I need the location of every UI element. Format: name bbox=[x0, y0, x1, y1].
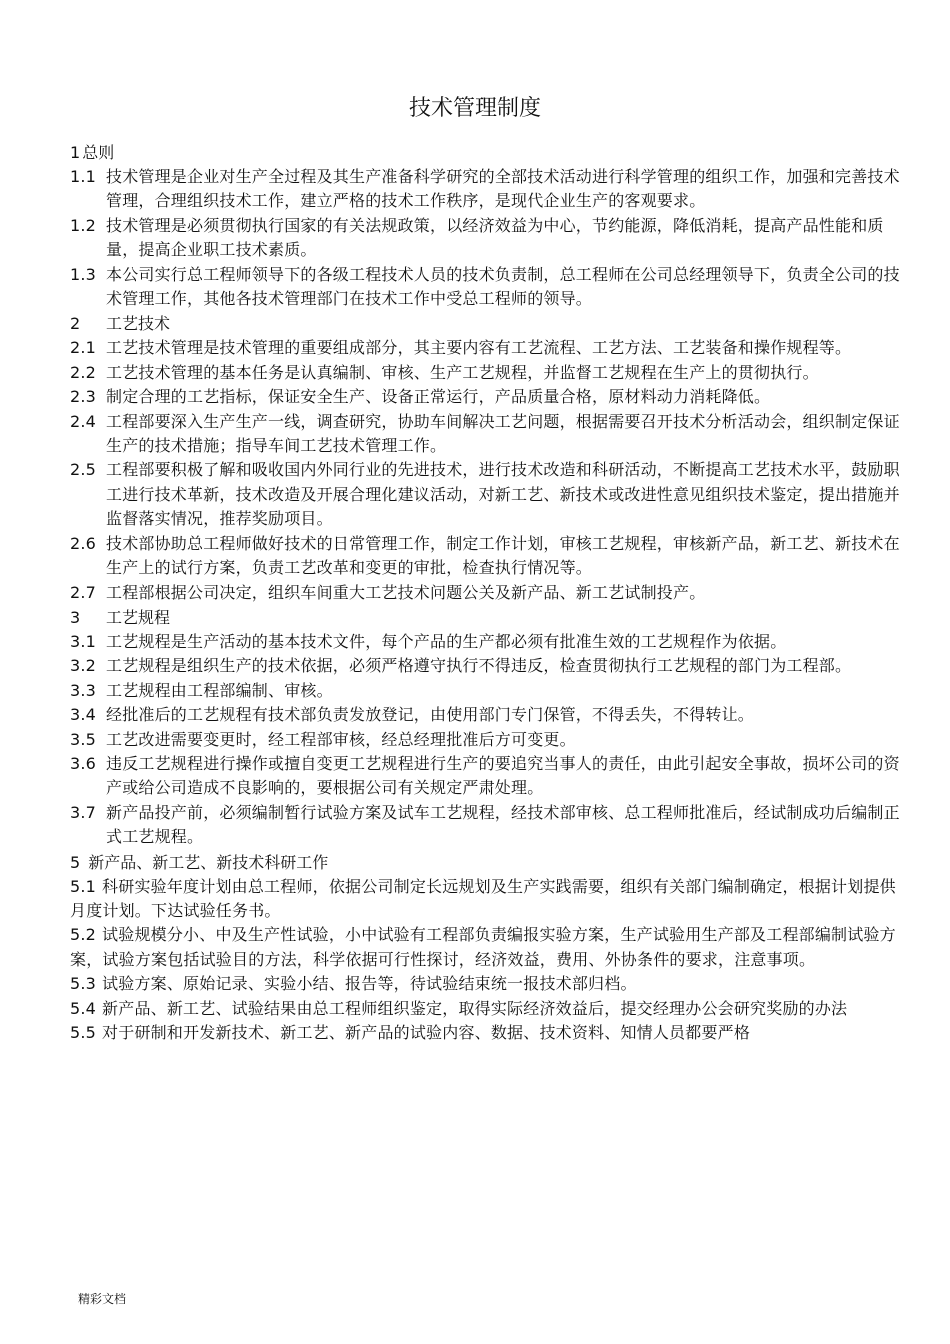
clause-text: 制定合理的工艺指标，保证安全生产、设备正常运行，产品质量合格，原材料动力消耗降低。 bbox=[106, 387, 771, 407]
section-heading-5 bbox=[70, 850, 900, 875]
clause-text: 本公司实行总工程师领导下的各级工程技术人员的技术负责制，总工程师在公司总经理领导下，负责全公司的技术管理工作，其他各技术管理部门在技术工作中受总工程师的领导。 bbox=[106, 264, 900, 309]
clause-text: 试验规模分小、中及生产性试验，小中试验有工程部负责编报实验方案，生产试验用生产部及工程部编制试验方案，试验方案包括试验目的方法，科学依据可行性探讨，经济效益，费用、外协条件的要求，注意事项。 bbox=[70, 925, 896, 969]
clause-3-5 bbox=[70, 728, 900, 752]
clause-number: 3.3 bbox=[70, 680, 97, 700]
clause-2-3 bbox=[70, 385, 900, 409]
clause-number: 2.1 bbox=[70, 338, 97, 358]
section-heading-2 bbox=[70, 311, 900, 336]
clause-text: 工程部根据公司决定，组织车间重大工艺技术问题公关及新产品、新工艺试制投产。 bbox=[106, 582, 706, 602]
clause-number: 3.1 bbox=[70, 631, 97, 651]
clause-text: 新产品、新工艺、试验结果由总工程师组织鉴定，取得实际经济效益后，提交经理办公会研究奖励的办法 bbox=[102, 998, 848, 1018]
clause-text: 工程部要积极了解和吸收国内外同行业的先进技术，进行技术改造和科研活动，不断提高工艺技术水平，鼓励职工进行技术革新，技术改造及开展合理化建议活动，对新工艺、新技术或改进性意见组织技术鉴定，提出措施并监督落实情况，推荐奖励项目。 bbox=[106, 460, 900, 529]
clause-number: 2.3 bbox=[70, 387, 97, 407]
clause-1-2 bbox=[70, 214, 900, 263]
clause-3-6 bbox=[70, 752, 900, 801]
clause-number: 5.3 bbox=[70, 974, 97, 994]
clause-2-5 bbox=[70, 458, 900, 531]
clause-3-1 bbox=[70, 630, 900, 654]
clause-1-1 bbox=[70, 165, 900, 214]
clause-text: 工艺改进需要变更时，经工程部审核，经总经理批准后方可变更。 bbox=[106, 729, 576, 749]
clause-text: 新产品投产前，必须编制暂行试验方案及试车工艺规程，经技术部审核、总工程师批准后，经试制成功后编制正式工艺规程。 bbox=[106, 802, 900, 847]
clause-text: 违反工艺规程进行操作或擅自变更工艺规程进行生产的要追究当事人的责任，由此引起安全事故，损坏公司的资产或给公司造成不良影响的，要根据公司有关规定严肃处理。 bbox=[106, 753, 900, 798]
clause-text: 工艺规程由工程部编制、审核。 bbox=[106, 680, 333, 700]
clause-text: 工艺技术管理是技术管理的重要组成部分，其主要内容有工艺流程、工艺方法、工艺装备和操作规程等。 bbox=[106, 338, 852, 358]
section-number: 1 bbox=[70, 143, 81, 162]
clause-2-4 bbox=[70, 410, 900, 459]
clause-number: 1.1 bbox=[70, 167, 97, 186]
clause-number: 3.4 bbox=[70, 705, 97, 725]
clause-3-2 bbox=[70, 654, 900, 678]
clause-2-7 bbox=[70, 581, 900, 605]
clause-number: 5.5 bbox=[70, 1023, 97, 1042]
clause-number: 3.5 bbox=[70, 729, 97, 749]
section-label: 工艺技术 bbox=[106, 314, 171, 334]
clause-2-2 bbox=[70, 361, 900, 385]
clause-number: 3.2 bbox=[70, 656, 97, 676]
clause-5-1 bbox=[70, 875, 900, 924]
section-number: 5 bbox=[70, 852, 81, 872]
clause-number: 2.7 bbox=[70, 582, 97, 602]
clause-text: 技术管理是企业对生产全过程及其生产准备科学研究的全部技术活动进行科学管理的组织工作，加强和完善技术管理，合理组织技术工作，建立严格的技术工作秩序，是现代企业生产的客观要求。 bbox=[106, 167, 900, 211]
clause-text: 经批准后的工艺规程有技术部负责发放登记，由使用部门专门保管，不得丢失，不得转让。 bbox=[106, 705, 755, 725]
clause-number: 5.4 bbox=[70, 998, 97, 1018]
clause-number: 5.1 bbox=[70, 876, 97, 896]
clause-number: 1.2 bbox=[70, 215, 97, 235]
section-heading-1 bbox=[70, 140, 900, 165]
clause-number: 3.7 bbox=[70, 802, 97, 822]
clause-text: 工程部要深入生产生产一线，调查研究，协助车间解决工艺问题，根据需要召开技术分析活动会，组织制定保证生产的技术措施；指导车间工艺技术管理工作。 bbox=[106, 411, 900, 456]
clause-text: 工艺规程是组织生产的技术依据，必须严格遵守执行不得违反，检查贯彻执行工艺规程的部门为工程部。 bbox=[106, 656, 852, 676]
clause-number: 2.5 bbox=[70, 460, 97, 480]
clause-3-4 bbox=[70, 703, 900, 727]
section-number: 2 bbox=[70, 314, 81, 334]
clause-5-3 bbox=[70, 972, 900, 996]
clause-5-4 bbox=[70, 997, 900, 1021]
section-number: 3 bbox=[70, 607, 81, 627]
clause-3-7 bbox=[70, 801, 900, 850]
page-footer: 精彩文档 bbox=[78, 1292, 127, 1306]
clause-number: 3.6 bbox=[70, 753, 97, 773]
clause-5-2 bbox=[70, 923, 900, 972]
clause-5-5 bbox=[70, 1021, 900, 1045]
clause-2-6 bbox=[70, 532, 900, 581]
document-body bbox=[70, 140, 900, 1045]
clause-text: 工艺规程是生产活动的基本技术文件，每个产品的生产都必须有批准生效的工艺规程作为依据。 bbox=[106, 631, 787, 651]
clause-number: 1.3 bbox=[70, 264, 97, 284]
section-label: 工艺规程 bbox=[106, 607, 171, 627]
clause-number: 2.6 bbox=[70, 533, 97, 553]
clause-2-1 bbox=[70, 336, 900, 360]
clause-text: 试验方案、原始记录、实验小结、报告等，待试验结束统一报技术部归档。 bbox=[102, 974, 637, 994]
clause-number: 5.2 bbox=[70, 925, 97, 945]
section-label: 总则 bbox=[82, 143, 115, 162]
clause-text: 对于研制和开发新技术、新工艺、新产品的试验内容、数据、技术资料、知情人员都要严格 bbox=[102, 1023, 751, 1042]
clause-3-3 bbox=[70, 679, 900, 703]
section-label: 新产品、新工艺、新技术科研工作 bbox=[88, 852, 329, 872]
clause-1-3 bbox=[70, 263, 900, 312]
section-heading-3 bbox=[70, 605, 900, 630]
clause-text: 科研实验年度计划由总工程师，依据公司制定长远规划及生产实践需要，组织有关部门编制确定，根据计划提供月度计划。下达试验任务书。 bbox=[70, 876, 896, 920]
clause-text: 技术部协助总工程师做好技术的日常管理工作，制定工作计划，审核工艺规程，审核新产品，新工艺、新技术在生产上的试行方案，负责工艺改革和变更的审批，检查执行情况等。 bbox=[106, 533, 900, 578]
clause-text: 工艺技术管理的基本任务是认真编制、审核、生产工艺规程，并监督工艺规程在生产上的贯彻执行。 bbox=[106, 362, 819, 382]
clause-number: 2.4 bbox=[70, 411, 97, 431]
clause-text: 技术管理是必须贯彻执行国家的有关法规政策，以经济效益为中心，节约能源，降低消耗，提高产品性能和质量，提高企业职工技术素质。 bbox=[106, 215, 884, 260]
document-title: 技术管理制度 bbox=[408, 96, 541, 121]
clause-number: 2.2 bbox=[70, 362, 97, 382]
